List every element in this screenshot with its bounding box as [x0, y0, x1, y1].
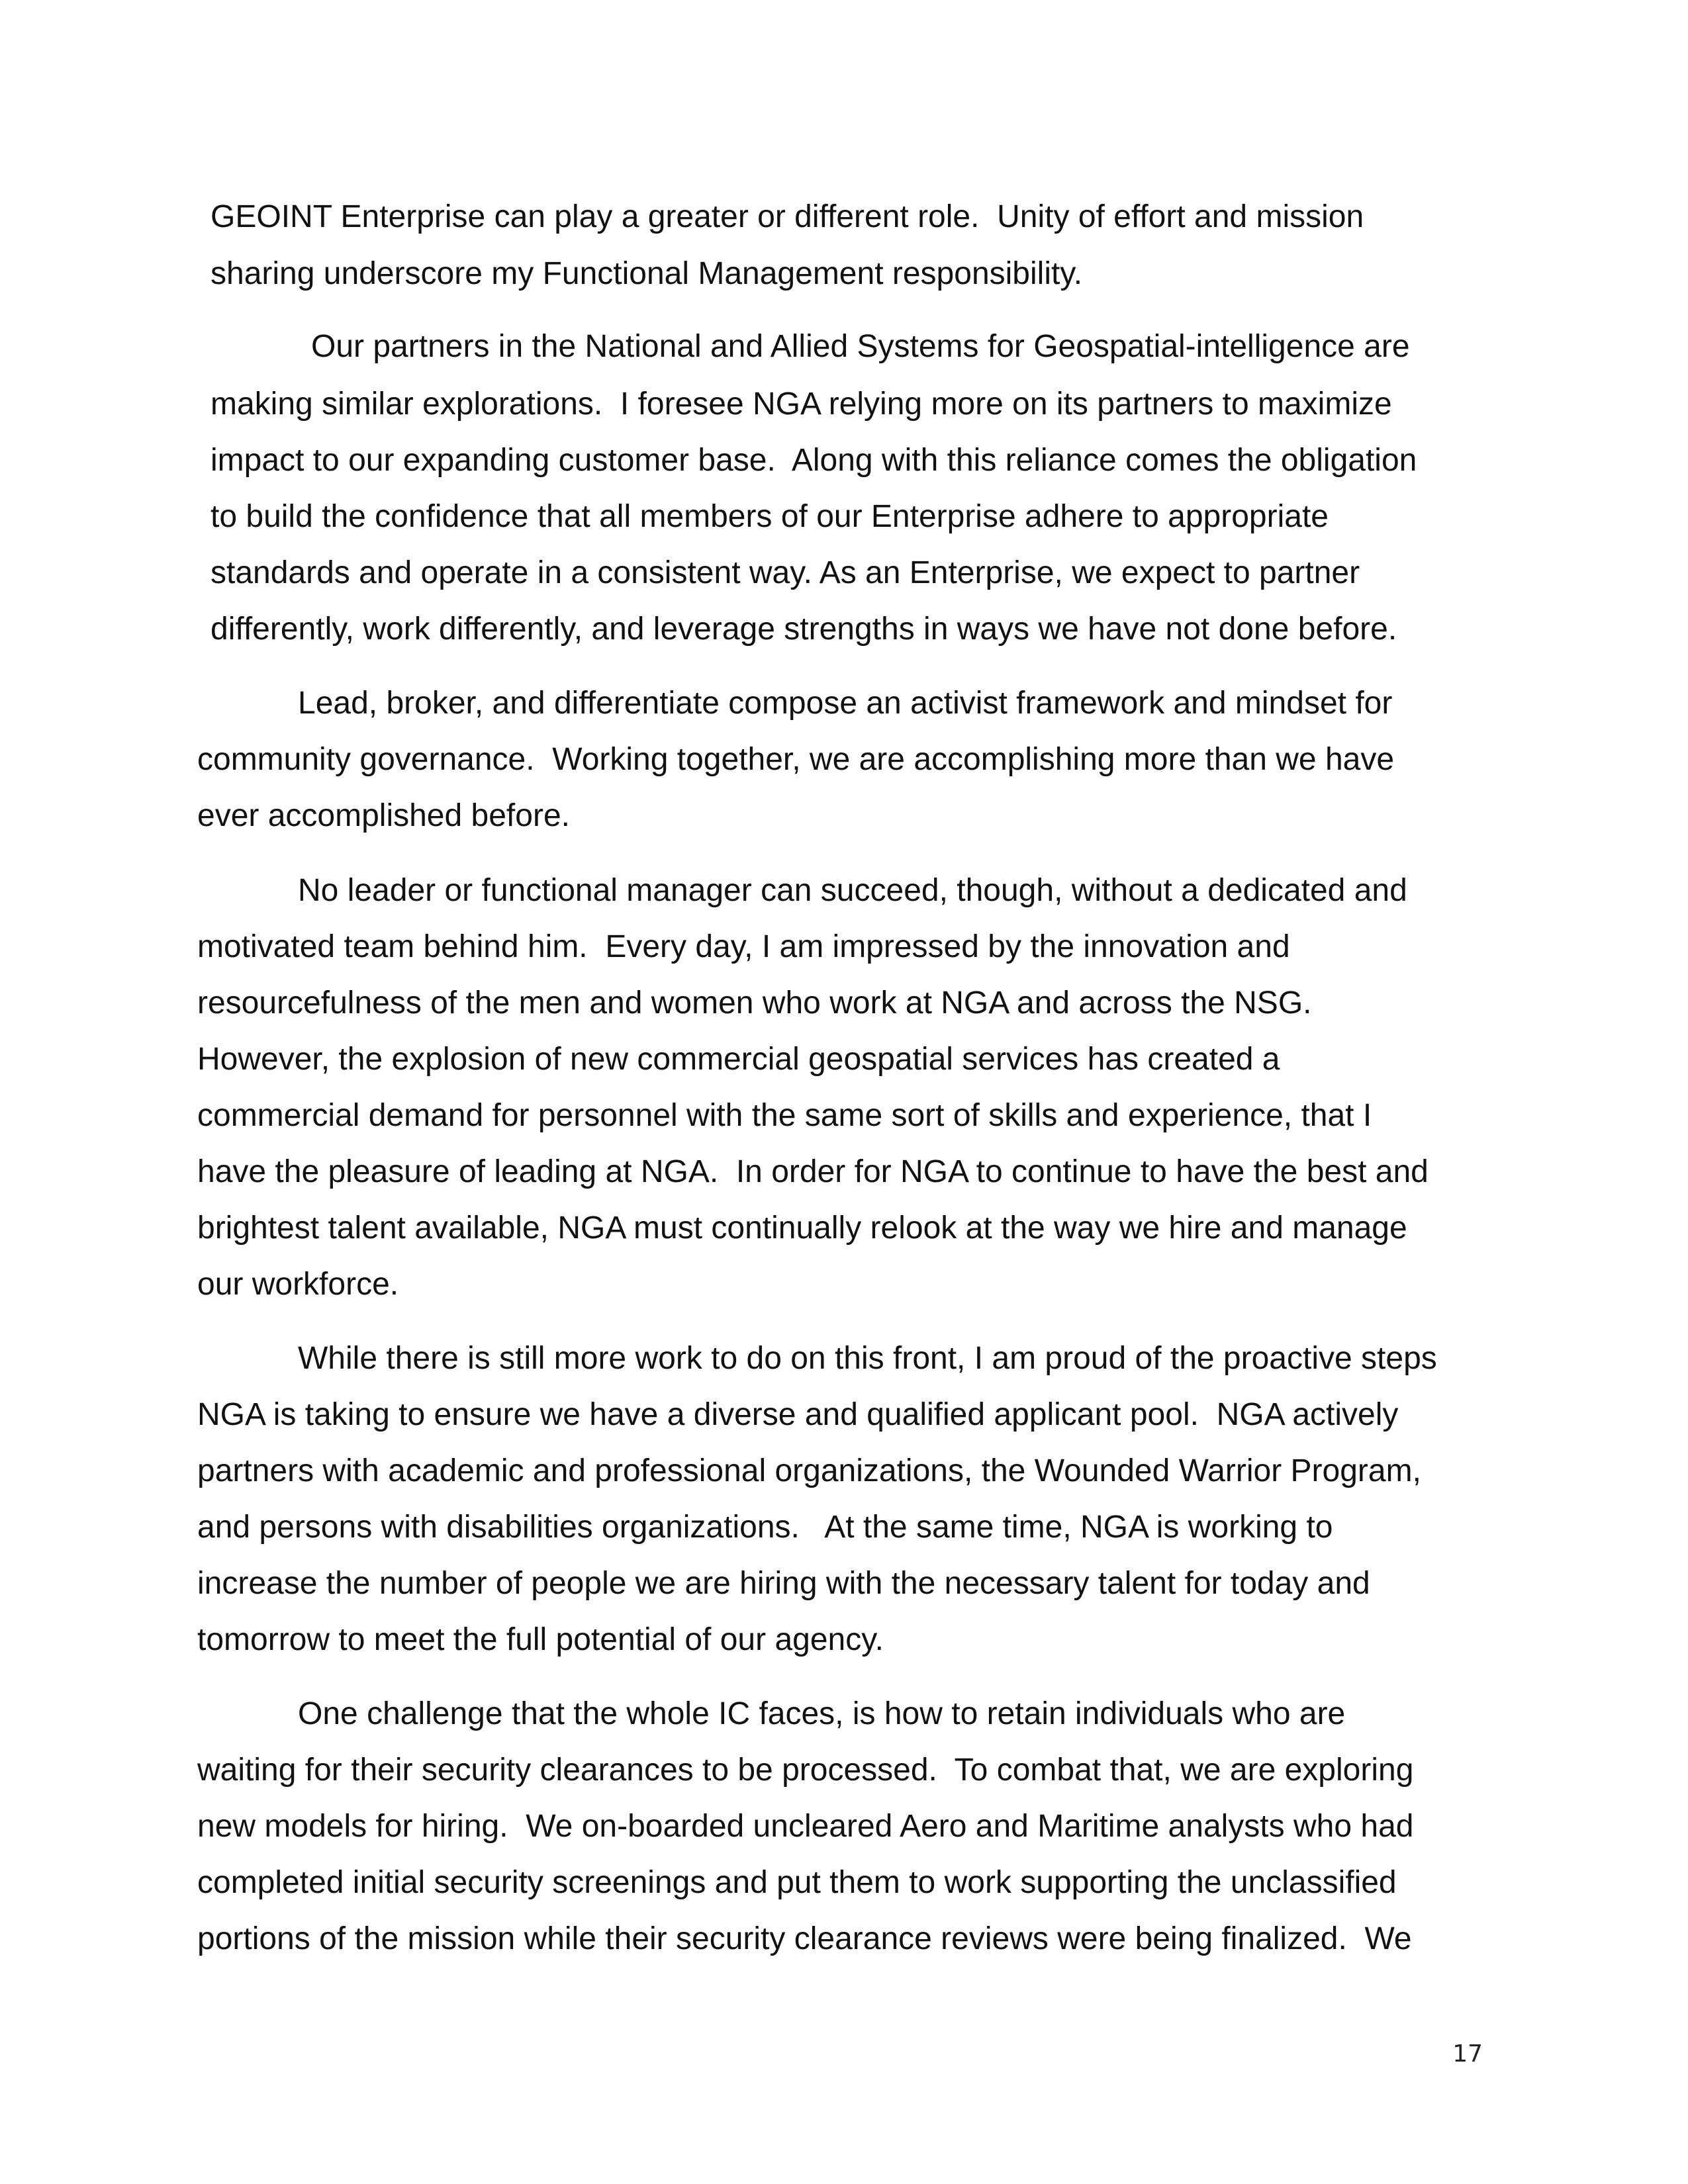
text-line: ever accomplished before.	[197, 798, 570, 833]
text-line: One challenge that the whole IC faces, is how to retain individuals who are	[298, 1696, 1346, 1731]
text-line: sharing underscore my Functional Management responsibility.	[211, 256, 1083, 291]
text-line: our workforce.	[197, 1267, 399, 1302]
text-line: tomorrow to meet the full potential of our agency.	[197, 1622, 884, 1657]
text-line: have the pleasure of leading at NGA. In order for NGA to continue to have the best and	[197, 1154, 1429, 1189]
text-line: to build the confidence that all members of our Enterprise adhere to appropriate	[211, 499, 1329, 534]
text-line: increase the number of people we are hiring with the necessary talent for today and	[197, 1566, 1370, 1601]
text-line: waiting for their security clearances to be processed. To combat that, we are exploring	[197, 1752, 1414, 1788]
text-line: However, the explosion of new commercial geospatial services has created a	[197, 1042, 1280, 1077]
text-line: partners with academic and professional organizations, the Wounded Warrior Program,	[197, 1453, 1421, 1488]
text-line: brightest talent available, NGA must continually relook at the way we hire and manage	[197, 1210, 1407, 1246]
text-line: commercial demand for personnel with the same sort of skills and experience, that I	[197, 1098, 1372, 1133]
text-line: making similar explorations. I foresee NGA relying more on its partners to maximize	[211, 387, 1392, 422]
text-line: community governance. Working together, we are accomplishing more than we have	[197, 742, 1395, 777]
text-line: NGA is taking to ensure we have a diverse and qualified applicant pool. NGA actively	[197, 1397, 1399, 1432]
page-number: 17	[1452, 2040, 1483, 2068]
text-line: resourcefulness of the men and women who work at NGA and across the NSG.	[197, 985, 1312, 1021]
text-line: While there is still more work to do on this front, I am proud of the proactive steps	[298, 1341, 1437, 1376]
text-line: differently, work differently, and leverage strengths in ways we have not done before.	[211, 612, 1397, 647]
text-line: Our partners in the National and Allied Systems for Geospatial-intelligence are	[311, 329, 1410, 364]
text-line: GEOINT Enterprise can play a greater or different role. Unity of effort and mission	[211, 199, 1364, 234]
text-line: motivated team behind him. Every day, I am impressed by the innovation and	[197, 929, 1290, 964]
text-line: No leader or functional manager can succeed, though, without a dedicated and	[298, 873, 1407, 908]
text-line: completed initial security screenings and put them to work supporting the unclassified	[197, 1865, 1397, 1900]
text-line: impact to our expanding customer base. Along with this reliance comes the obligation	[211, 443, 1417, 478]
text-line: new models for hiring. We on-boarded uncleared Aero and Maritime analysts who had	[197, 1809, 1414, 1844]
text-line: and persons with disabilities organizations. At the same time, NGA is working to	[197, 1510, 1333, 1545]
text-line: standards and operate in a consistent way. As an Enterprise, we expect to partner	[211, 555, 1360, 590]
text-line: Lead, broker, and differentiate compose an activist framework and mindset for	[298, 686, 1393, 721]
text-line: portions of the mission while their security clearance reviews were being finalized. We	[197, 1921, 1412, 1956]
